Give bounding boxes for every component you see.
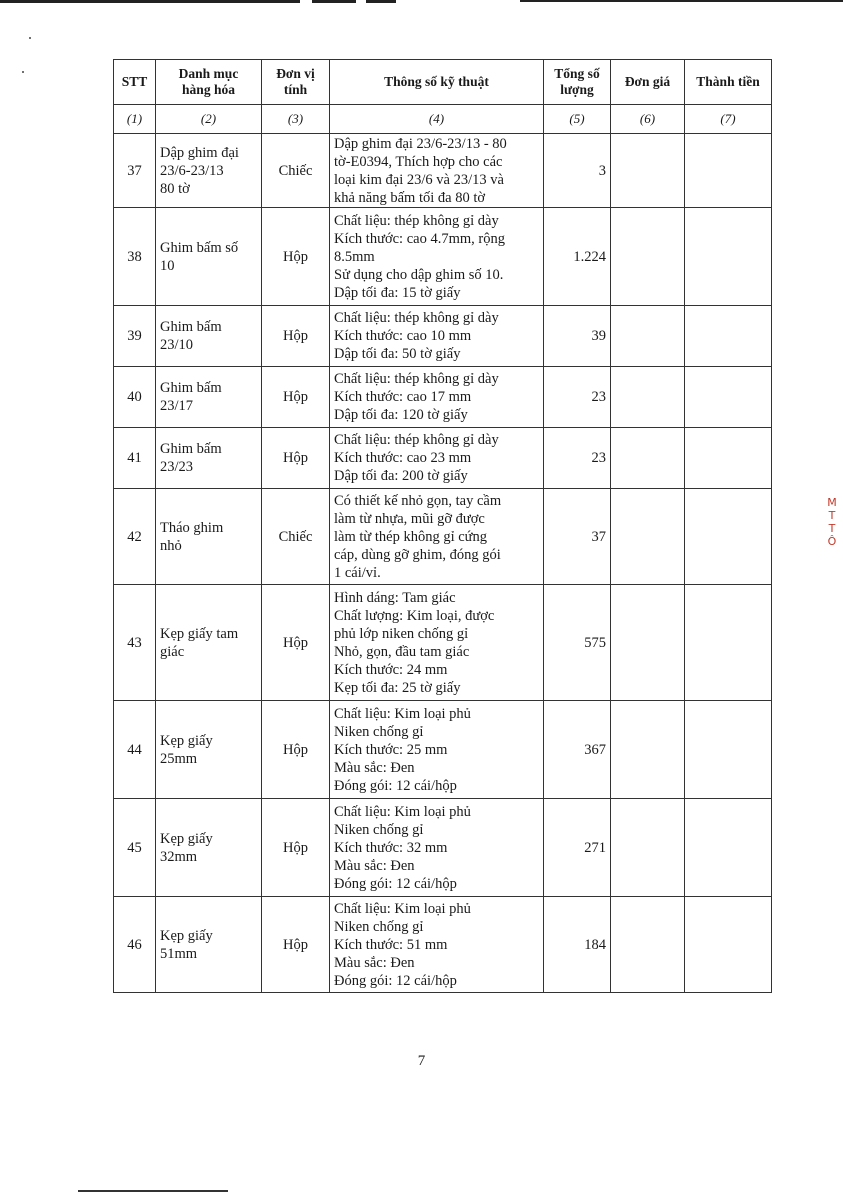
spec-line: Kẹp tối đa: 25 tờ giấy	[334, 679, 461, 696]
seal-letter: M	[827, 496, 837, 509]
item-name-line: 51mm	[160, 945, 198, 962]
item-name-line: 23/6-23/13	[160, 162, 224, 179]
table-row	[114, 208, 772, 306]
column-index-cell: (4)	[330, 105, 544, 134]
column-header-line: Danh mục	[178, 66, 239, 81]
unit-cell: Hộp	[262, 428, 330, 489]
spec-line: Kích thước: 32 mm	[334, 839, 448, 856]
table-row	[114, 134, 772, 208]
column-index-cell: (5)	[544, 105, 611, 134]
item-name-line: 23/17	[160, 398, 194, 414]
column-header-line: Tổng số	[554, 66, 600, 81]
spec-line: Màu sắc: Đen	[334, 954, 415, 971]
spec-line: Kích thước: cao 10 mm	[334, 328, 472, 344]
total-cell	[685, 306, 772, 367]
spec-line: Niken chống gỉ	[334, 821, 424, 838]
red-seal-fragment	[822, 496, 842, 616]
scan-speck	[22, 71, 24, 73]
spec-line: Đóng gói: 12 cái/hộp	[334, 777, 457, 794]
spec-line: Chất lượng: Kim loại, được	[334, 607, 495, 624]
quantity-cell: 184	[544, 897, 611, 993]
item-name-line: giác	[160, 643, 185, 660]
total-cell	[685, 428, 772, 489]
spec-line: 1 cái/vỉ.	[334, 564, 381, 581]
spec-cell	[330, 367, 544, 428]
unit-cell: Hộp	[262, 208, 330, 306]
item-name-cell	[156, 897, 262, 993]
row-number-cell: 46	[114, 897, 156, 993]
table-row	[114, 489, 772, 585]
top-edge-rule	[312, 0, 356, 3]
row-number-cell: 41	[114, 428, 156, 489]
item-name-cell	[156, 306, 262, 367]
spec-cell	[330, 134, 544, 208]
column-header-line: lượng	[560, 82, 594, 97]
spec-line: tờ-E0394, Thích hợp cho các	[334, 153, 503, 170]
spec-line: Chất liệu: thép không gỉ dày	[334, 310, 499, 326]
spec-line: Chất liệu: Kim loại phủ	[334, 705, 471, 722]
row-number-cell: 44	[114, 701, 156, 799]
column-header-line: Đơn vị	[276, 66, 315, 81]
item-name-line: Kẹp giấy tam	[160, 625, 239, 642]
column-header-line: STT	[121, 74, 148, 89]
spec-line: Dập tối đa: 50 tờ giấy	[334, 346, 461, 362]
row-number-cell: 39	[114, 306, 156, 367]
column-header-line: Thông số kỹ thuật	[384, 74, 489, 89]
table-row	[114, 306, 772, 367]
total-cell	[685, 134, 772, 208]
page-number: 7	[417, 1053, 426, 1069]
column-header	[156, 60, 262, 105]
spec-cell	[330, 428, 544, 489]
column-header	[611, 60, 685, 105]
unit-price-cell	[611, 208, 685, 306]
seal-letter: T	[828, 522, 836, 535]
row-number-cell: 45	[114, 799, 156, 897]
spec-line: Chất liệu: thép không gỉ dày	[334, 371, 499, 387]
unit-price-cell	[611, 489, 685, 585]
spec-line: Kích thước: 51 mm	[334, 936, 448, 953]
row-number-cell: 43	[114, 585, 156, 701]
total-cell	[685, 489, 772, 585]
spec-line: Kích thước: cao 4.7mm, rộng	[334, 230, 505, 247]
unit-cell: Hộp	[262, 897, 330, 993]
total-cell	[685, 367, 772, 428]
unit-price-cell	[611, 428, 685, 489]
table-row	[114, 701, 772, 799]
row-number-cell: 37	[114, 134, 156, 208]
total-cell	[685, 799, 772, 897]
total-cell	[685, 585, 772, 701]
unit-price-cell	[611, 799, 685, 897]
spec-line: Kích thước: cao 17 mm	[334, 389, 472, 405]
column-header	[114, 60, 156, 105]
quantity-cell: 23	[544, 428, 611, 489]
item-name-cell	[156, 799, 262, 897]
item-name-line: Ghim bấm số	[160, 239, 239, 256]
column-header	[262, 60, 330, 105]
quantity-cell: 367	[544, 701, 611, 799]
quantity-cell: 23	[544, 367, 611, 428]
table-row	[114, 585, 772, 701]
unit-cell: Chiếc	[262, 134, 330, 208]
bottom-edge-rule	[78, 1190, 228, 1192]
seal-letter: T	[828, 509, 836, 522]
unit-price-cell	[611, 306, 685, 367]
table-row	[114, 367, 772, 428]
spec-line: Đóng gói: 12 cái/hộp	[334, 875, 457, 892]
unit-price-cell	[611, 585, 685, 701]
column-index-cell: (2)	[156, 105, 262, 134]
quantity-cell: 39	[544, 306, 611, 367]
item-name-cell	[156, 208, 262, 306]
item-name-line: Kẹp giấy	[160, 732, 213, 749]
top-edge-rule	[520, 0, 843, 2]
column-header-line: hàng hóa	[182, 82, 235, 97]
item-name-line: Ghim bấm	[160, 380, 222, 396]
spec-line: Chất liệu: Kim loại phủ	[334, 803, 471, 820]
goods-spec-table	[113, 59, 772, 993]
spec-line: làm từ thép không gỉ cứng	[334, 528, 488, 545]
spec-line: Dập tối đa: 200 tờ giấy	[334, 468, 468, 484]
total-cell	[685, 897, 772, 993]
item-name-line: Ghim bấm	[160, 319, 222, 335]
column-index-cell: (1)	[114, 105, 156, 134]
column-header	[544, 60, 611, 105]
table-row	[114, 428, 772, 489]
spec-line: Nhỏ, gọn, đầu tam giác	[334, 643, 470, 660]
row-number-cell: 38	[114, 208, 156, 306]
spec-cell	[330, 799, 544, 897]
item-name-cell	[156, 585, 262, 701]
column-index-row	[114, 105, 772, 134]
column-index-cell: (6)	[611, 105, 685, 134]
column-header	[685, 60, 772, 105]
table-body	[114, 105, 772, 993]
spec-line: Niken chống gỉ	[334, 918, 424, 935]
unit-cell: Hộp	[262, 701, 330, 799]
spec-line: Chất liệu: thép không gỉ dày	[334, 432, 499, 448]
unit-cell: Hộp	[262, 585, 330, 701]
spec-line: Sử dụng cho dập ghim số 10.	[334, 266, 504, 283]
column-index-cell: (3)	[262, 105, 330, 134]
item-name-cell	[156, 367, 262, 428]
spec-cell	[330, 489, 544, 585]
item-name-line: Kẹp giấy	[160, 830, 213, 847]
seal-letter: Ô	[827, 535, 837, 548]
spec-line: Dập tối đa: 15 tờ giấy	[334, 284, 461, 301]
spec-line: Chất liệu: thép không gỉ dày	[334, 212, 499, 229]
spec-line: Màu sắc: Đen	[334, 759, 415, 776]
column-header-line: tính	[283, 82, 308, 97]
spec-line: Kích thước: 25 mm	[334, 741, 448, 758]
quantity-cell: 37	[544, 489, 611, 585]
item-name-line: Tháo ghim	[160, 519, 224, 536]
item-name-cell	[156, 701, 262, 799]
unit-price-cell	[611, 367, 685, 428]
quantity-cell: 3	[544, 134, 611, 208]
column-header-line: Thành tiền	[696, 74, 760, 89]
spec-line: Dập ghim đại 23/6-23/13 - 80	[334, 135, 507, 152]
item-name-line: Ghim bấm	[160, 441, 222, 457]
row-number-cell: 42	[114, 489, 156, 585]
item-name-cell	[156, 489, 262, 585]
item-name-line: 23/23	[160, 459, 194, 475]
spec-line: Có thiết kế nhỏ gọn, tay cầm	[334, 492, 502, 509]
unit-cell: Hộp	[262, 367, 330, 428]
unit-cell: Hộp	[262, 306, 330, 367]
column-index-cell: (7)	[685, 105, 772, 134]
item-name-line: nhỏ	[160, 537, 182, 554]
spec-line: Hình dáng: Tam giác	[334, 589, 456, 606]
item-name-line: 80 tờ	[160, 180, 190, 197]
spec-line: loại kim đại 23/6 và 23/13 và	[334, 171, 504, 188]
item-name-line: 10	[160, 257, 175, 274]
spec-line: cáp, dùng gỡ ghim, đóng gói	[334, 546, 501, 563]
spec-line: Màu sắc: Đen	[334, 857, 415, 874]
item-name-line: 25mm	[160, 750, 198, 767]
column-header	[330, 60, 544, 105]
table-header-row	[114, 60, 772, 105]
item-name-cell	[156, 428, 262, 489]
item-name-cell	[156, 134, 262, 208]
spec-cell	[330, 897, 544, 993]
top-edge-rule	[0, 0, 300, 3]
table-row	[114, 799, 772, 897]
unit-cell: Hộp	[262, 799, 330, 897]
spec-cell	[330, 306, 544, 367]
item-name-line: Kẹp giấy	[160, 927, 213, 944]
total-cell	[685, 208, 772, 306]
unit-price-cell	[611, 134, 685, 208]
item-name-line: Dập ghim đại	[160, 144, 239, 161]
spec-line: Đóng gói: 12 cái/hộp	[334, 972, 457, 989]
spec-line: Kích thước: cao 23 mm	[334, 450, 472, 466]
spec-cell	[330, 208, 544, 306]
item-name-line: 32mm	[160, 848, 198, 865]
quantity-cell: 271	[544, 799, 611, 897]
spec-line: khả năng bấm tối đa 80 tờ	[334, 189, 486, 206]
spec-line: phủ lớp niken chống gỉ	[334, 625, 469, 642]
spec-line: Niken chống gỉ	[334, 723, 424, 740]
top-edge-rule	[366, 0, 396, 3]
row-number-cell: 40	[114, 367, 156, 428]
spec-line: 8.5mm	[334, 248, 375, 265]
unit-price-cell	[611, 701, 685, 799]
scan-speck	[29, 37, 31, 39]
spec-line: Kích thước: 24 mm	[334, 661, 448, 678]
column-header-line: Đơn giá	[624, 74, 671, 89]
spec-cell	[330, 701, 544, 799]
quantity-cell: 1.224	[544, 208, 611, 306]
quantity-cell: 575	[544, 585, 611, 701]
unit-price-cell	[611, 897, 685, 993]
total-cell	[685, 701, 772, 799]
spec-line: Dập tối đa: 120 tờ giấy	[334, 407, 468, 423]
spec-line: Chất liệu: Kim loại phủ	[334, 900, 471, 917]
spec-line: làm từ nhựa, mũi gỡ được	[334, 510, 485, 527]
unit-cell: Chiếc	[262, 489, 330, 585]
item-name-line: 23/10	[160, 337, 194, 353]
table-row	[114, 897, 772, 993]
spec-cell	[330, 585, 544, 701]
